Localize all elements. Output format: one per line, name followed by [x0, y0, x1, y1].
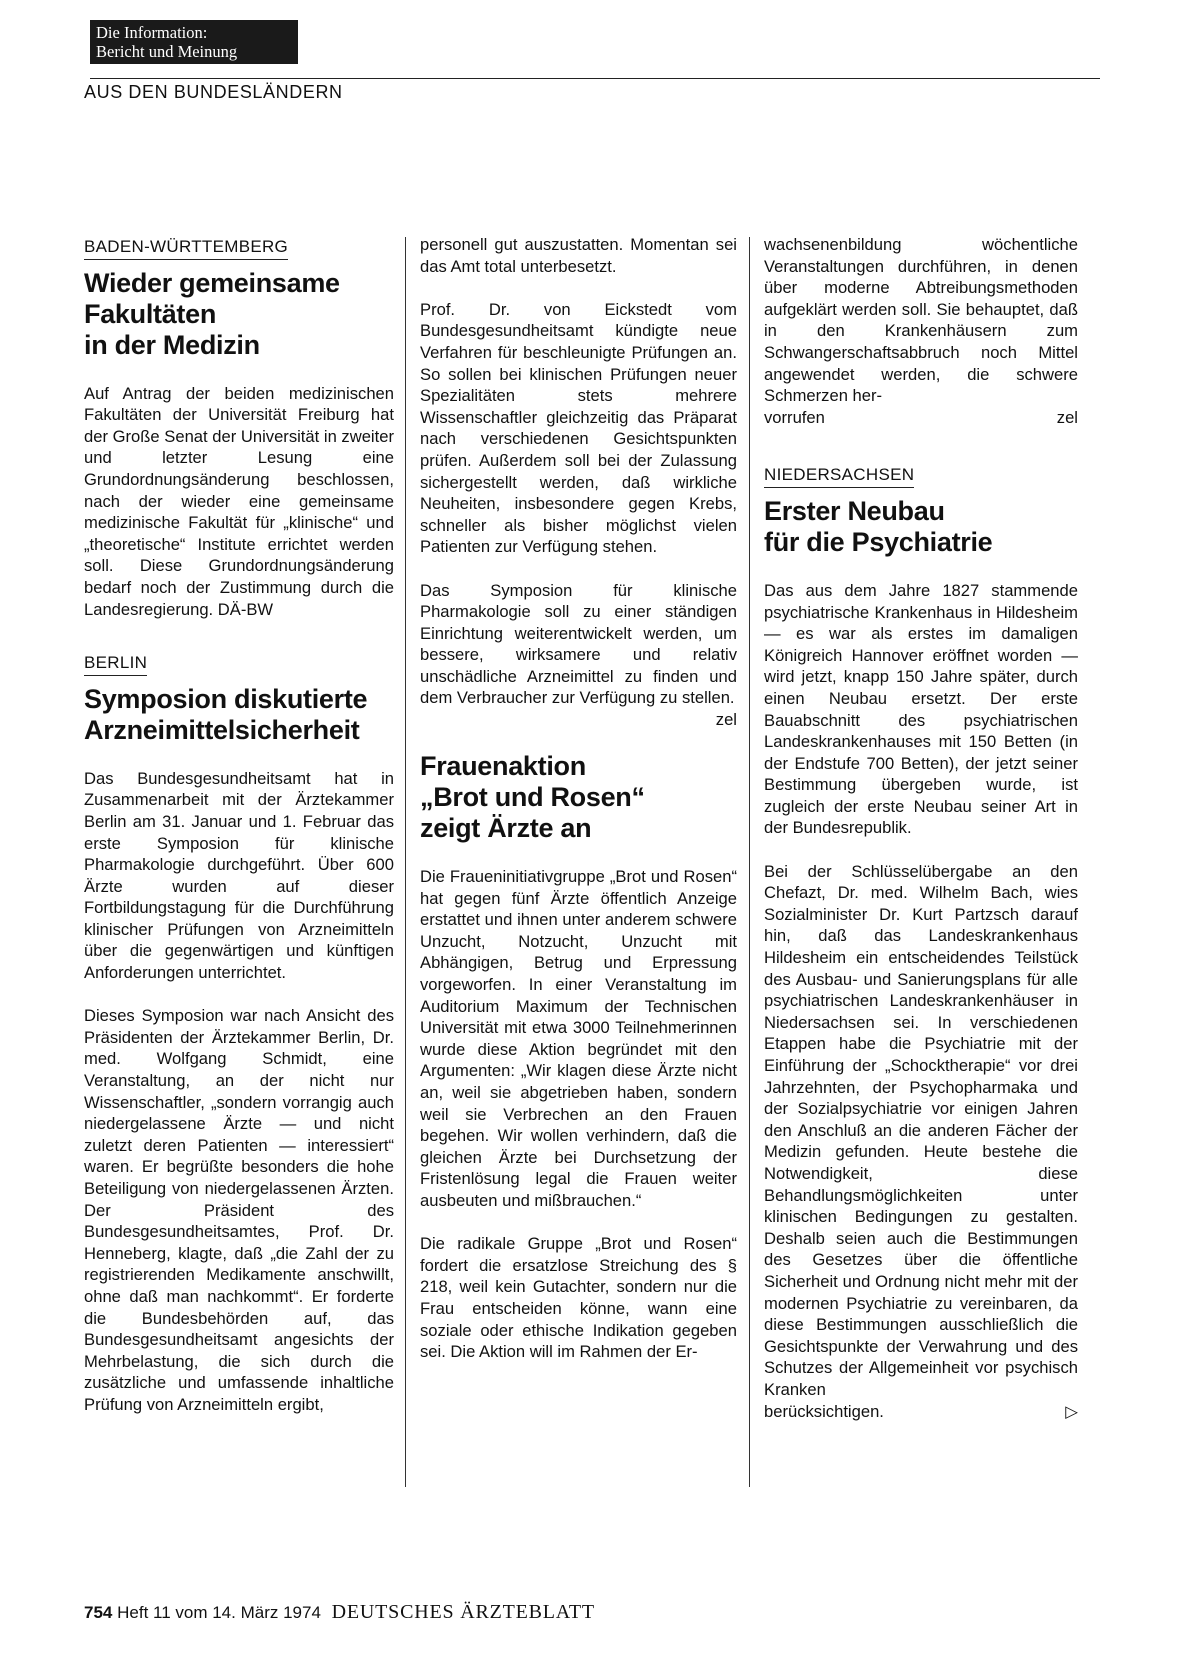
article-paragraph: personell gut auszustatten. Momentan sei das Amt total unterbesetzt. — [420, 235, 737, 276]
section-niedersachsen: NIEDERSACHSEN — [764, 464, 914, 488]
section-label-box — [90, 20, 298, 64]
headline-neubau: Erster Neubau für die Psychiatrie — [764, 495, 993, 557]
section-berlin: BERLIN — [84, 652, 147, 676]
continue-arrow-icon: ▷ — [1065, 1401, 1078, 1421]
article-paragraph: Dieses Symposion war nach Ansicht des Präsidenten der Ärztekammer Berlin, Dr. med. Wolfgang Schmidt, eine Veranstaltung, an der nicht nur Wissenschaftler, „sondern vorrangig auch niedergelassene Ärzte — und nicht zuletzt deren Patienten — interessiert“ waren. Er begrüßte besonders die hohe Beteiligung von niedergelassenen Ärzten. Der Präsident des Bundesgesundheitsamtes, Prof. Dr. Henneberg, klagte, daß „die Zahl der zu registrierenden Medikamente anschwillt, ohne daß man nachkommt“. Er forderte die Bundesbehörden auf, das Bundesgesundheitsamt angesichts der Mehrbelastung, die sich durch die zusätzliche und umfassende inhaltliche Prüfung von Arzneimitteln ergibt, — [84, 1006, 394, 1414]
column-1 — [84, 236, 394, 1437]
page-footer — [84, 1601, 595, 1624]
author-signature: zel — [1056, 407, 1078, 427]
section-label-line1: Die Information: — [96, 23, 208, 42]
article-paragraph: Die radikale Gruppe „Brot und Rosen“ fordert die ersatzlose Streichung des § 218, weil kein Gutachter, sondern nur die Frau entscheiden könne, wann eine soziale oder ethische Indikation gegeben sei. Die Aktion will im Rahmen der Er- — [420, 1234, 737, 1362]
page-subtitle: AUS DEN BUNDESLÄNDERN — [84, 82, 343, 102]
column-divider-2 — [749, 237, 750, 1487]
author-signature: zel — [715, 710, 737, 730]
column-2 — [420, 234, 737, 1384]
headline-frauenaktion: Frauenaktion „Brot und Rosen“ zeigt Ärzte an — [420, 751, 645, 844]
article-paragraph: Das Symposion für klinische Pharmakologie soll zu einer ständigen Einrichtung weiterentwickelt werden, um bessere, wirksamere und relativ unschädliche Arzneimittel zu finden und dem Verbraucher zur Verfügung zu stellen. zel — [420, 580, 737, 730]
article-paragraph: Das aus dem Jahre 1827 stammende psychiatrische Krankenhaus in Hildesheim — es war als erstes im damaligen Königreich Hannover eröffnet worden — wird jetzt, knapp 150 Jahre später, durch einen Neubau ersetzt. Der erste Bauabschnitt des psychiatrischen Landeskrankenhauses mit 150 Betten (in der Endstufe 700 Betten), der jetzt seiner Bestimmung übergeben wurde, ist zugleich der erste Neubau seiner Art in der Bundesrepublik. — [764, 580, 1078, 838]
headline-fakultaeten: Wieder gemeinsame Fakultäten in der Medizin — [84, 267, 340, 360]
header-rule — [90, 78, 1100, 79]
magazine-title: DEUTSCHES ÄRZTEBLATT — [331, 1601, 595, 1623]
article-paragraph: Die Fraueninitiativgruppe „Brot und Rosen“ hat gegen fünf Ärzte öffentlich Anzeige erstattet und ihnen unter anderem schwere Unzucht, Notzucht, Unzucht mit Abhängigen, Betrug und Erpressung vorgeworfen. In einer Veranstaltung im Auditorium Maximum der Technischen Universität mit etwa 3000 Teilnehmerinnen wurde diese Aktion begründet mit den Argumenten: „Wir klagen diese Ärzte nicht an, weil sie abgetrieben haben, sondern weil sie Verbrechen an den Frauen begehen. Wir wollen verhindern, daß die gleichen Ärzte bei Durchsetzung der Fristenlösung legal die Frauen weiter ausbeuten und mißbrauchen.“ — [420, 867, 737, 1210]
page-number: 754 — [84, 1603, 113, 1622]
section-label-line2: Bericht und Meinung — [96, 42, 238, 61]
article-paragraph: Auf Antrag der beiden medizinischen Fakultäten der Universität Freiburg hat der Große Senat der Universität in zweiter und letzter Lesung eine Grundordnungsänderung beschlossen, nach der wieder eine gemeinsame medizinische Fakultät für „klinische“ und „theoretische“ Institute errichtet werden soll. Diese Grundordnungsänderung bedarf noch der Zustimmung durch die Landesregierung. DÄ-BW — [84, 383, 394, 619]
article-paragraph: Bei der Schlüsselübergabe an den Chefazt, Dr. med. Wilhelm Bach, wies Sozialminister Dr. Kurt Partzsch darauf hin, daß das Landeskrankenhaus Hildesheim ein entscheidendes Teilstück des Ausbau- und Sanierungsplans für alle psychiatrischen Landeskrankenhäuser in Niedersachsen sei. In verschiedenen Etappen habe die Psychiatrie mit der Einführung der „Schocktherapie“ vor drei Jahrzehnten, der Psychopharmaka und der Sozialpsychiatrie vor einigen Jahren den Anschluß an die anderen Fächer der Medizin gefunden. Heute bestehe die Notwendigkeit, diese Behandlungsmöglichkeiten unter klinischen Bedingungen zu gestalten. Deshalb seien auch die Bestimmungen des Gesetzes über die öffentliche Sicherheit und Ordnung nicht mehr mit der modernen Psychiatrie zu vereinbaren, da diese Bestimmungen ausschließlich die Gesichtspunkte der Verwahrung und des Schutzes der Allgemeinheit vor psychisch Kranken berücksichtigen. ▷ — [764, 861, 1078, 1421]
article-paragraph: Prof. Dr. von Eickstedt vom Bundesgesundheitsamt kündigte neue Verfahren für beschleunigte Prüfungen an. So sollen bei klinischen Prüfungen neuer Spezialitäten stets mehrere Wissenschaftler gleichzeitig das Präparat nach verschiedenen Gesichtspunkten prüfen. Außerdem soll bei der Zulassung sichergestellt werden, daß wirkliche Neuheiten, insbesondere gegen Krebs, schneller als bisher möglichst vielen Patienten zur Verfügung stehen. — [420, 299, 737, 557]
section-baden-wuerttemberg: BADEN-WÜRTTEMBERG — [84, 236, 288, 260]
issue-info: Heft 11 vom 14. März 1974 — [117, 1603, 321, 1622]
headline-symposion: Symposion diskutierte Arzneimittelsicherheit — [84, 683, 368, 745]
column-3 — [764, 234, 1078, 1444]
article-paragraph: Das Bundesgesundheitsamt hat in Zusammenarbeit mit der Ärztekammer Berlin am 31. Januar und 1. Februar das erste Symposion für klinische Pharmakologie durchgeführt. Über 600 Ärzte wurden auf dieser Fortbildungstagung für die Durchführung klinischer Prüfungen von Arzneimitteln über die gegenwärtigen und künftigen Anforderungen unterrichtet. — [84, 768, 394, 983]
article-paragraph: wachsenenbildung wöchentliche Veranstaltungen durchführen, in denen über moderne Abtreibungsmethoden aufgeklärt werden soll. Sie behauptet, daß in den Krankenhäusern zum Schwangerschaftsabbruch noch Mittel angewendet werden, die schwere Schmerzen her- vorrufen zel — [764, 235, 1078, 427]
column-divider-1 — [405, 237, 406, 1487]
